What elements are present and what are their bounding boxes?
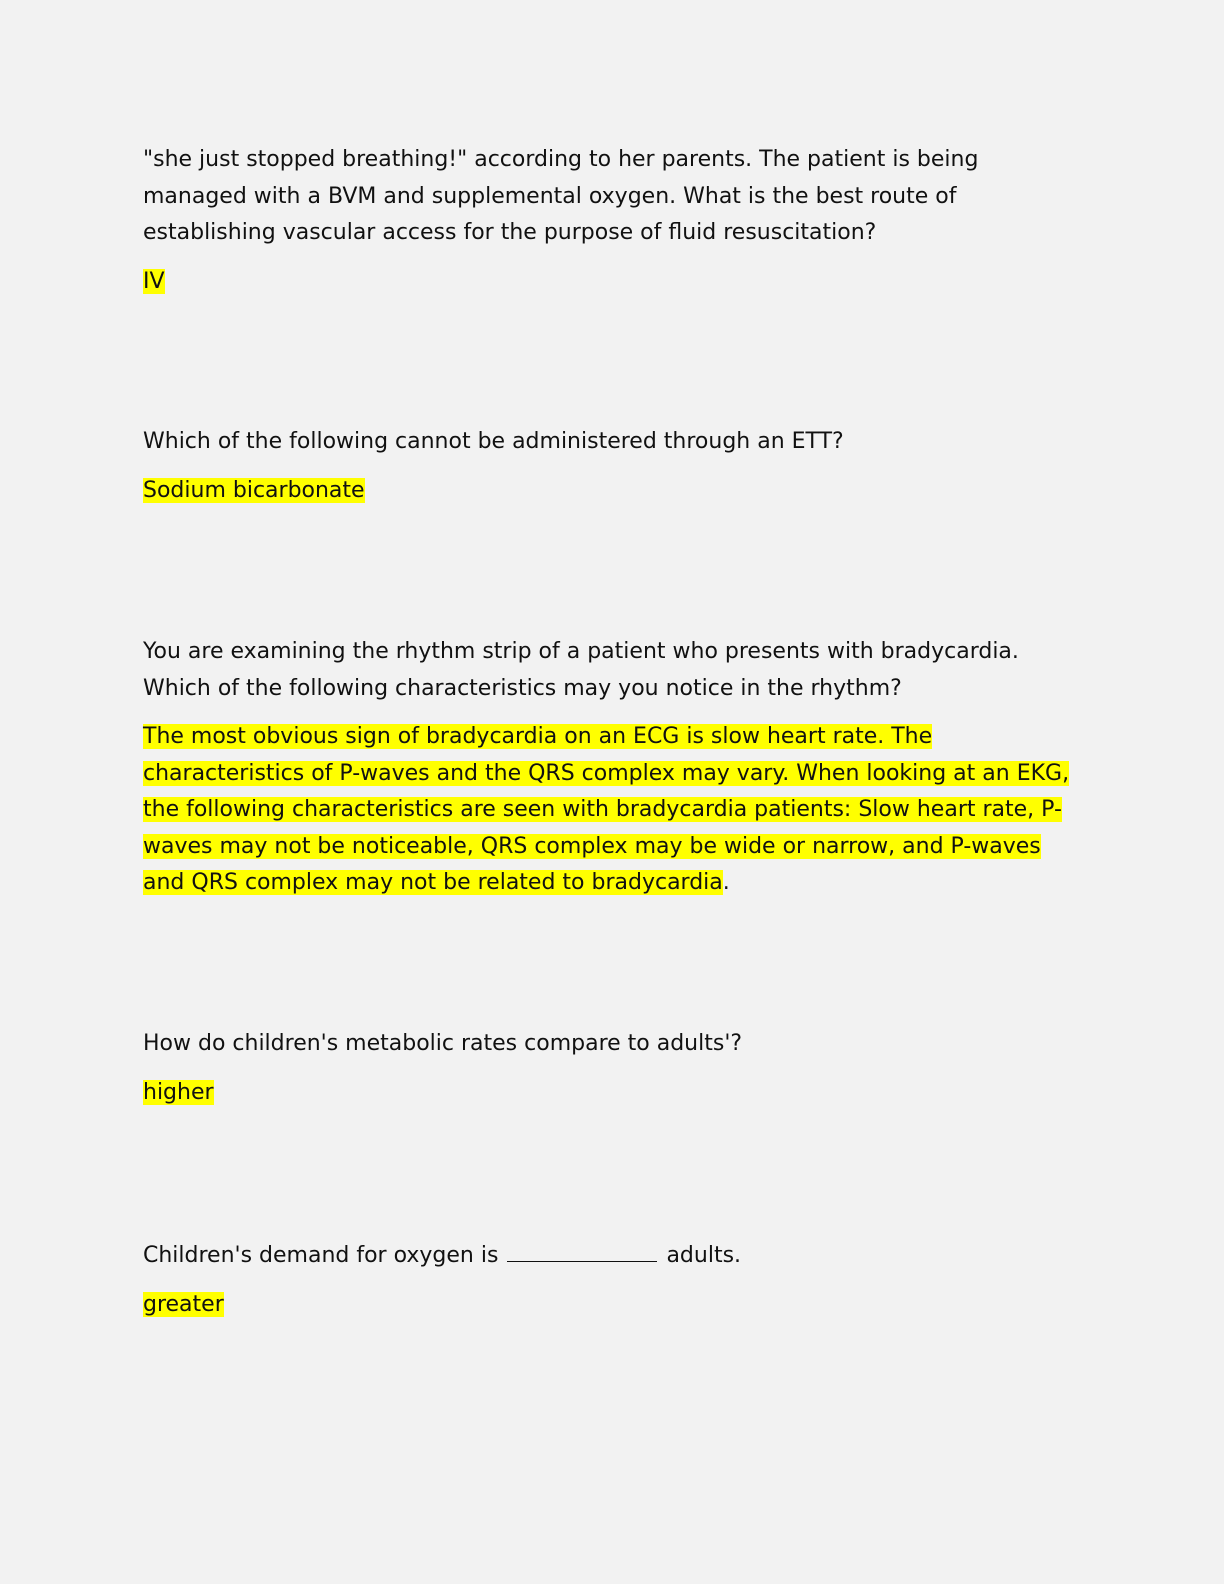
question-text: You are examining the rhythm strip of a patient who presents with bradycardia. Which of the following characteristics may you notice in the rhythm? [143, 639, 1019, 701]
answer-text [143, 1075, 1088, 1112]
fill-in-blank-line [507, 1235, 657, 1262]
question-text: Which of the following cannot be administered through an ETT? [143, 429, 844, 454]
qa-item [143, 1026, 1088, 1111]
answer-text [143, 1287, 1088, 1324]
answer-highlight: The most obvious sign of bradycardia on an ECG is slow heart rate. The characteristics of P-waves and the QRS complex may vary. When looking at an EKG, the following characteristics are seen with bradycardia patients: Slow heart rate, P-waves may not be noticeable, QRS complex may be wide or narrow, and P-waves and QRS complex may not be related to bradycardia [143, 724, 1070, 895]
question-text [143, 1235, 1088, 1275]
answer-trailing-punctuation: . [722, 870, 730, 895]
qa-item [143, 1235, 1088, 1323]
question-before-blank: Children's demand for oxygen is [143, 1243, 499, 1268]
answer-text [143, 719, 1088, 902]
answer-highlight: IV [143, 268, 165, 294]
answer-highlight: Sodium bicarbonate [143, 477, 365, 503]
question-after-blank: adults. [666, 1243, 742, 1268]
question-text: How do children's metabolic rates compare to adults'? [143, 1031, 743, 1056]
qa-item [143, 634, 1088, 902]
answer-text [143, 264, 1088, 301]
question-text: "she just stopped breathing!" according to her parents. The patient is being managed with a BVM and supplemental oxygen. What is the best route of establishing vascular access for the purpose of fluid resuscitation? [143, 147, 979, 245]
qa-item [143, 424, 1088, 509]
answer-highlight: higher [143, 1079, 214, 1105]
answer-highlight: greater [143, 1291, 224, 1317]
answer-text [143, 473, 1088, 510]
qa-item [143, 142, 1088, 300]
